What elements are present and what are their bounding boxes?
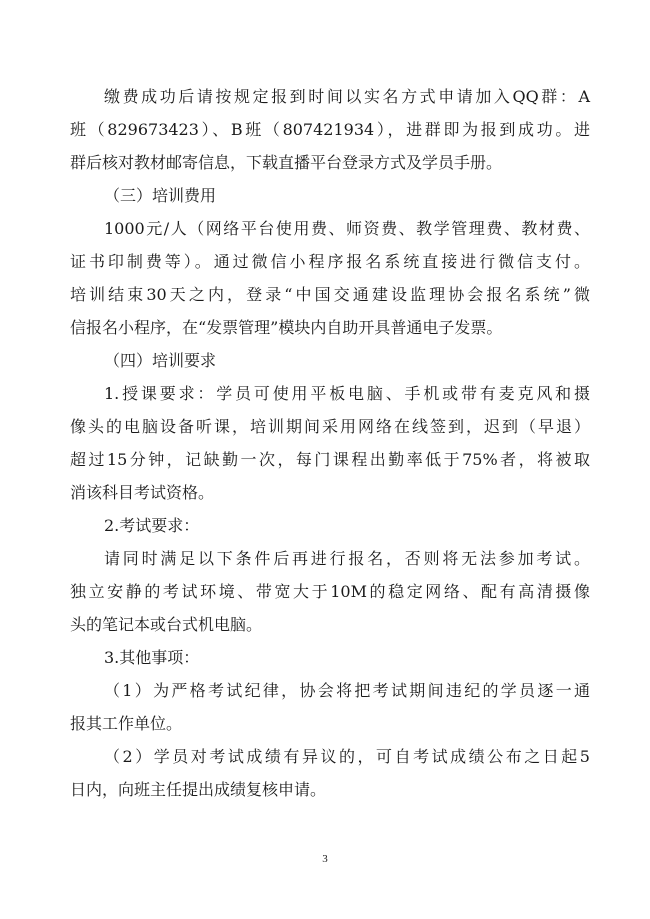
exam-requirements-heading: 2.考试要求：	[104, 516, 200, 535]
paragraph-other-1-line-1: （1）为严格考试纪律，协会将把考试期间违纪的学员逐一通	[104, 681, 590, 700]
paragraph-teaching-line-3: 超过15分钟，记缺勤一次，每门课程出勤率低于75%者，将被取	[70, 450, 590, 469]
paragraph-teaching-line-2: 像头的电脑设备听课，培训期间采用网络在线签到，迟到（早退）	[70, 417, 590, 436]
paragraph-fee-line-4: 信报名小程序，在“发票管理”模块内自助开具普通电子发票。	[70, 318, 503, 337]
paragraph-exam-line-1: 请同时满足以下条件后再进行报名，否则将无法参加考试。	[104, 549, 590, 568]
paragraph-teaching-line-4: 消该科目考试资格。	[70, 483, 215, 502]
paragraph-other-1-line-2: 报其工作单位。	[70, 714, 183, 733]
paragraph-teaching-line-1: 1.授课要求：学员可使用平板电脑、手机或带有麦克风和摄	[104, 384, 590, 403]
section-heading-fees: （三）培训费用	[104, 186, 217, 205]
paragraph-fee-line-2: 证书印制费等）。通过微信小程序报名系统直接进行微信支付。	[70, 252, 590, 271]
page-number: 3	[322, 853, 328, 865]
paragraph-qq-group-line-2: 班（829673423）、B班（807421934），进群即为报到成功。进	[70, 120, 590, 139]
paragraph-qq-group-line-1: 缴费成功后请按规定报到时间以实名方式申请加入QQ群：A	[104, 87, 590, 106]
paragraph-fee-line-1: 1000元/人（网络平台使用费、师资费、教学管理费、教材费、	[104, 219, 590, 238]
other-matters-heading: 3.其他事项：	[104, 648, 200, 667]
paragraph-other-2-line-1: （2）学员对考试成绩有异议的，可自考试成绩公布之日起5	[104, 747, 590, 766]
paragraph-qq-group-line-3: 群后核对教材邮寄信息，下载直播平台登录方式及学员手册。	[70, 153, 503, 172]
paragraph-other-2-line-2: 日内，向班主任提出成绩复核申请。	[70, 780, 327, 799]
section-heading-requirements: （四）培训要求	[104, 351, 217, 370]
paragraph-exam-line-3: 头的笔记本或台式机电脑。	[70, 615, 263, 634]
paragraph-exam-line-2: 独立安静的考试环境、带宽大于10M的稳定网络、配有高清摄像	[70, 582, 590, 601]
paragraph-fee-line-3: 培训结束30天之内，登录“中国交通建设监理协会报名系统”微	[70, 285, 590, 304]
